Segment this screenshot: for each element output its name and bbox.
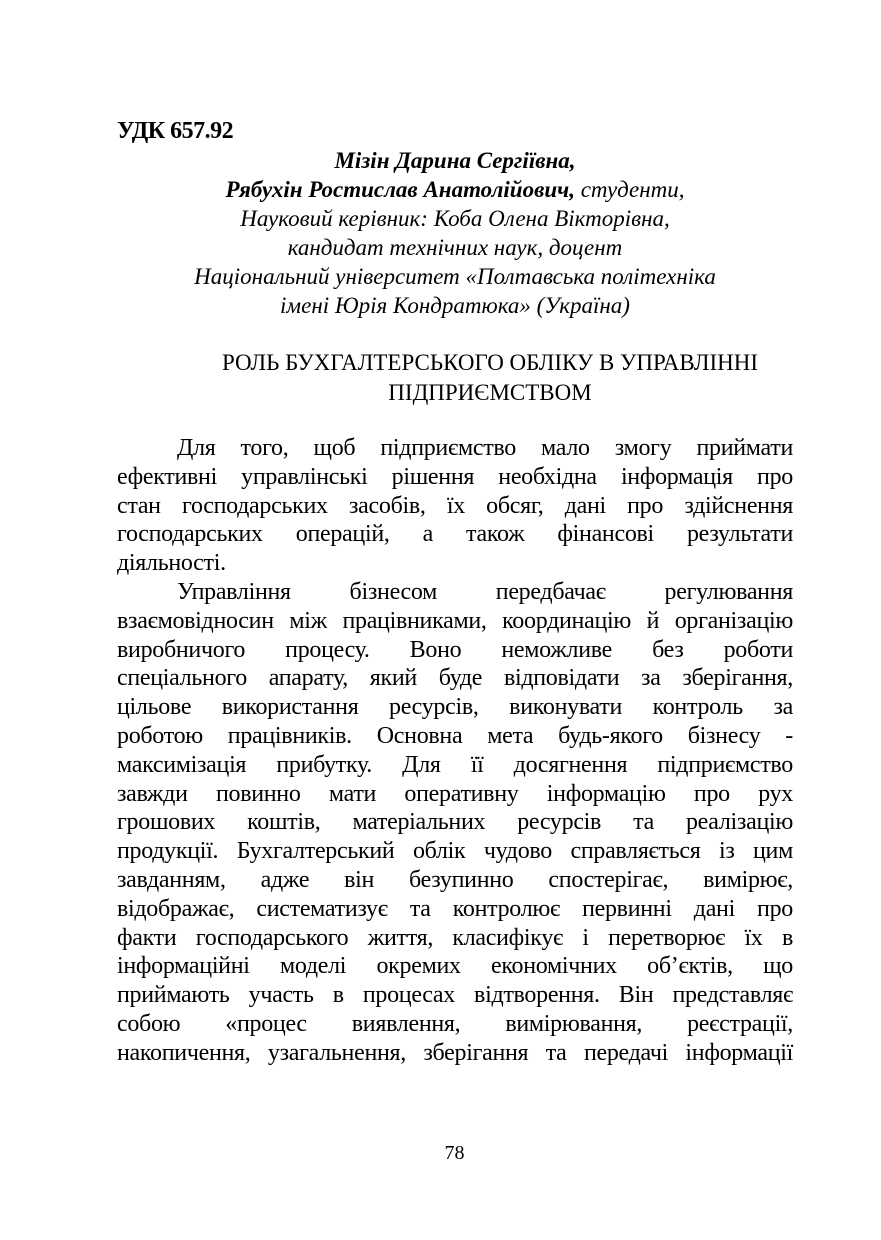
- text-line: грошових коштів, матеріальних ресурсів та реалізацію: [117, 809, 793, 836]
- article-title: [160, 348, 820, 408]
- affiliation-line-2: імені Юрія Кондратюка» (Україна): [280, 293, 630, 318]
- text-line: роботою працівників. Основна мета будь-якого бізнесу -: [117, 722, 793, 749]
- article-body: [117, 434, 793, 1068]
- text-line: інформаційні моделі окремих економічних об’єктів, що: [117, 953, 793, 980]
- text-line: Для того, щоб підприємство мало змогу приймати: [177, 435, 793, 461]
- text-line: цільове використання ресурсів, виконувати контроль за: [117, 694, 793, 721]
- text-line: завданням, адже він безупинно спостерігає, вимірює,: [117, 866, 793, 893]
- text-line: взаємовідносин між працівниками, координацію й організацію: [117, 607, 793, 634]
- text-line: господарських операцій, а також фінансові результати: [117, 521, 793, 548]
- text-line: накопичення, узагальнення, зберігання та передачі інформації: [117, 1039, 793, 1066]
- author-2: Рябухін Ростислав Анатолійович,: [225, 177, 575, 202]
- text-line: факти господарського життя, класифікує і перетворює їх в: [117, 924, 793, 951]
- text-line: ефективні управлінські рішення необхідна інформація про: [117, 463, 793, 490]
- text-line: приймають участь в процесах відтворення. Він представляє: [117, 982, 793, 1009]
- text-line: відображає, систематизує та контролює первинні дані про: [117, 895, 793, 922]
- udk-code: УДК 657.92: [117, 118, 234, 144]
- author-role: студенти,: [574, 177, 685, 202]
- supervisor-degree: кандидат технічних наук, доцент: [287, 235, 623, 260]
- page-number: 78: [444, 1142, 465, 1164]
- text-line: спеціального апарату, який буде відповідати за зберігання,: [117, 665, 793, 692]
- text-line: діяльності.: [117, 550, 226, 577]
- supervisor: Науковий керівник: Коба Олена Вікторівна,: [240, 206, 670, 231]
- text-line: виробничого процесу. Воно неможливе без роботи: [117, 636, 793, 663]
- title-line: РОЛЬ БУХГАЛТЕРСЬКОГО ОБЛІКУ В УПРАВЛІННІ: [221, 350, 759, 375]
- text-line: завжди повинно мати оперативну інформацію про рух: [117, 780, 793, 807]
- text-line: стан господарських засобів, їх обсяг, дані про здійснення: [117, 492, 793, 519]
- affiliation-line-1: Національний університет «Полтавська політехніка: [194, 264, 716, 289]
- author-1: Мізін Дарина Сергіївна,: [334, 148, 576, 173]
- authors-block: [117, 146, 793, 320]
- paragraph: [117, 578, 793, 1068]
- text-line: максимізація прибутку. Для її досягнення підприємство: [117, 751, 793, 778]
- paragraph: [117, 434, 793, 578]
- text-line: собою «процес виявлення, вимірювання, реєстрації,: [117, 1010, 793, 1037]
- text-line: продукції. Бухгалтерський облік чудово справляється із цим: [117, 838, 793, 865]
- title-line: ПІДПРИЄМСТВОМ: [388, 380, 592, 405]
- text-line: Управління бізнесом передбачає регулювання: [177, 578, 793, 605]
